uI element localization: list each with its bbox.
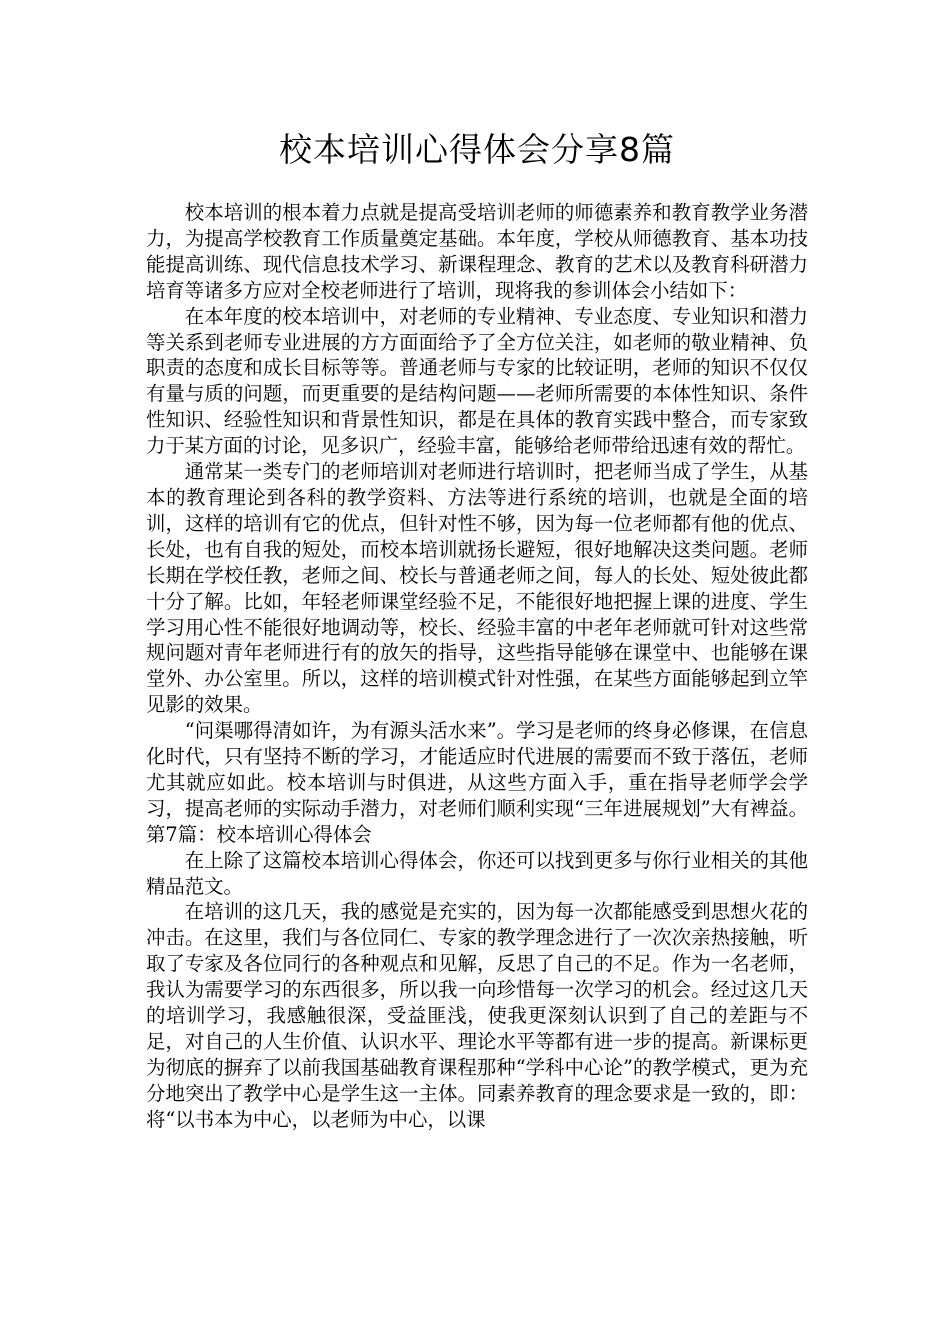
paragraph-2: 在本年度的校本培训中，对老师的专业精神、专业态度、专业知识和潜力等关系到老师专业进展的方方面面给予了全方位关注，如老师的敬业精神、负职责的态度和成长目标等等。普通老师与专家的比较证明，老师的知识不仅仅有量与质的问题，而更重要的是结构问题——老师所需要的本体性知识、条件性知识、经验性知识和背景性知识，都是在具体的教育实践中整合，而专家致力于某方面的讨论，见多识广，经验丰富，能够给老师带给迅速有效的帮忙。: [146, 304, 808, 458]
document-page: [146, 0, 808, 1344]
document-body: [146, 200, 808, 1133]
paragraph-1: 校本培训的根本着力点就是提高受培训老师的师德素养和教育教学业务潜力，为提高学校教育工作质量奠定基础。本年度，学校从师德教育、基本功技能提高训练、现代信息技术学习、新课程理念、教育的艺术以及教育科研潜力培育等诸多方应对全校老师进行了培训，现将我的参训体会小结如下：: [146, 201, 808, 302]
document-title: 校本培训心得体会分享8篇: [279, 130, 675, 169]
paragraph-5: 在上除了这篇校本培训心得体会，你还可以找到更多与你行业相关的其他精品范文。: [146, 848, 808, 898]
paragraph-3: 通常某一类专门的老师培训对老师进行培训时，把老师当成了学生，从基本的教育理论到各科的教学资料、方法等进行系统的培训，也就是全面的培训，这样的培训有它的优点，但针对性不够，因为每一位老师都有他的优点、长处，也有自我的短处，而校本培训就扬长避短，很好地解决这类问题。老师长期在学校任教，老师之间、校长与普通老师之间，每人的长处、短处彼此都十分了解。比如，年轻老师课堂经验不足，不能很好地把握上课的进度、学生学习用心性不能很好地调动等，校长、经验丰富的中老年老师就可针对这些常规问题对青年老师进行有的放矢的指导，这些指导能够在课堂中、也能够在课堂外、办公室里。所以，这样的培训模式针对性强，在某些方面能够起到立竿见影的效果。: [146, 460, 808, 717]
paragraph-4: “问渠哪得清如许，为有源头活水来”。学习是老师的终身必修课，在信息化时代，只有坚持不断的学习，才能适应时代进展的需要而不致于落伍，老师尤其就应如此。校本培训与时俱进，从这些方面入手，重在指导老师学会学习，提高老师的实际动手潜力，对老师们顺利实现“三年进展规划”大有裨益。第7篇：校本培训心得体会: [146, 719, 808, 846]
paragraph-6: 在培训的这几天，我的感觉是充实的，因为每一次都能感受到思想火花的冲击。在这里，我们与各位同仁、专家的教学理念进行了一次次亲热接触，听取了专家及各位同行的各种观点和见解，反思了自己的不足。作为一名老师，我认为需要学习的东西很多，所以我一向珍惜每一次学习的机会。经过这几天的培训学习，我感触很深，受益匪浅，使我更深刻认识到了自己的差距与不足，对自己的人生价值、认识水平、理论水平等都有进一步的提高。新课标更为彻底的摒弃了以前我国基础教育课程那种“学科中心论”的教学模式，更为充分地突出了教学中心是学生这一主体。同素养教育的理念要求是一致的，即：将“以书本为中心，以老师为中心，以课: [146, 900, 808, 1131]
